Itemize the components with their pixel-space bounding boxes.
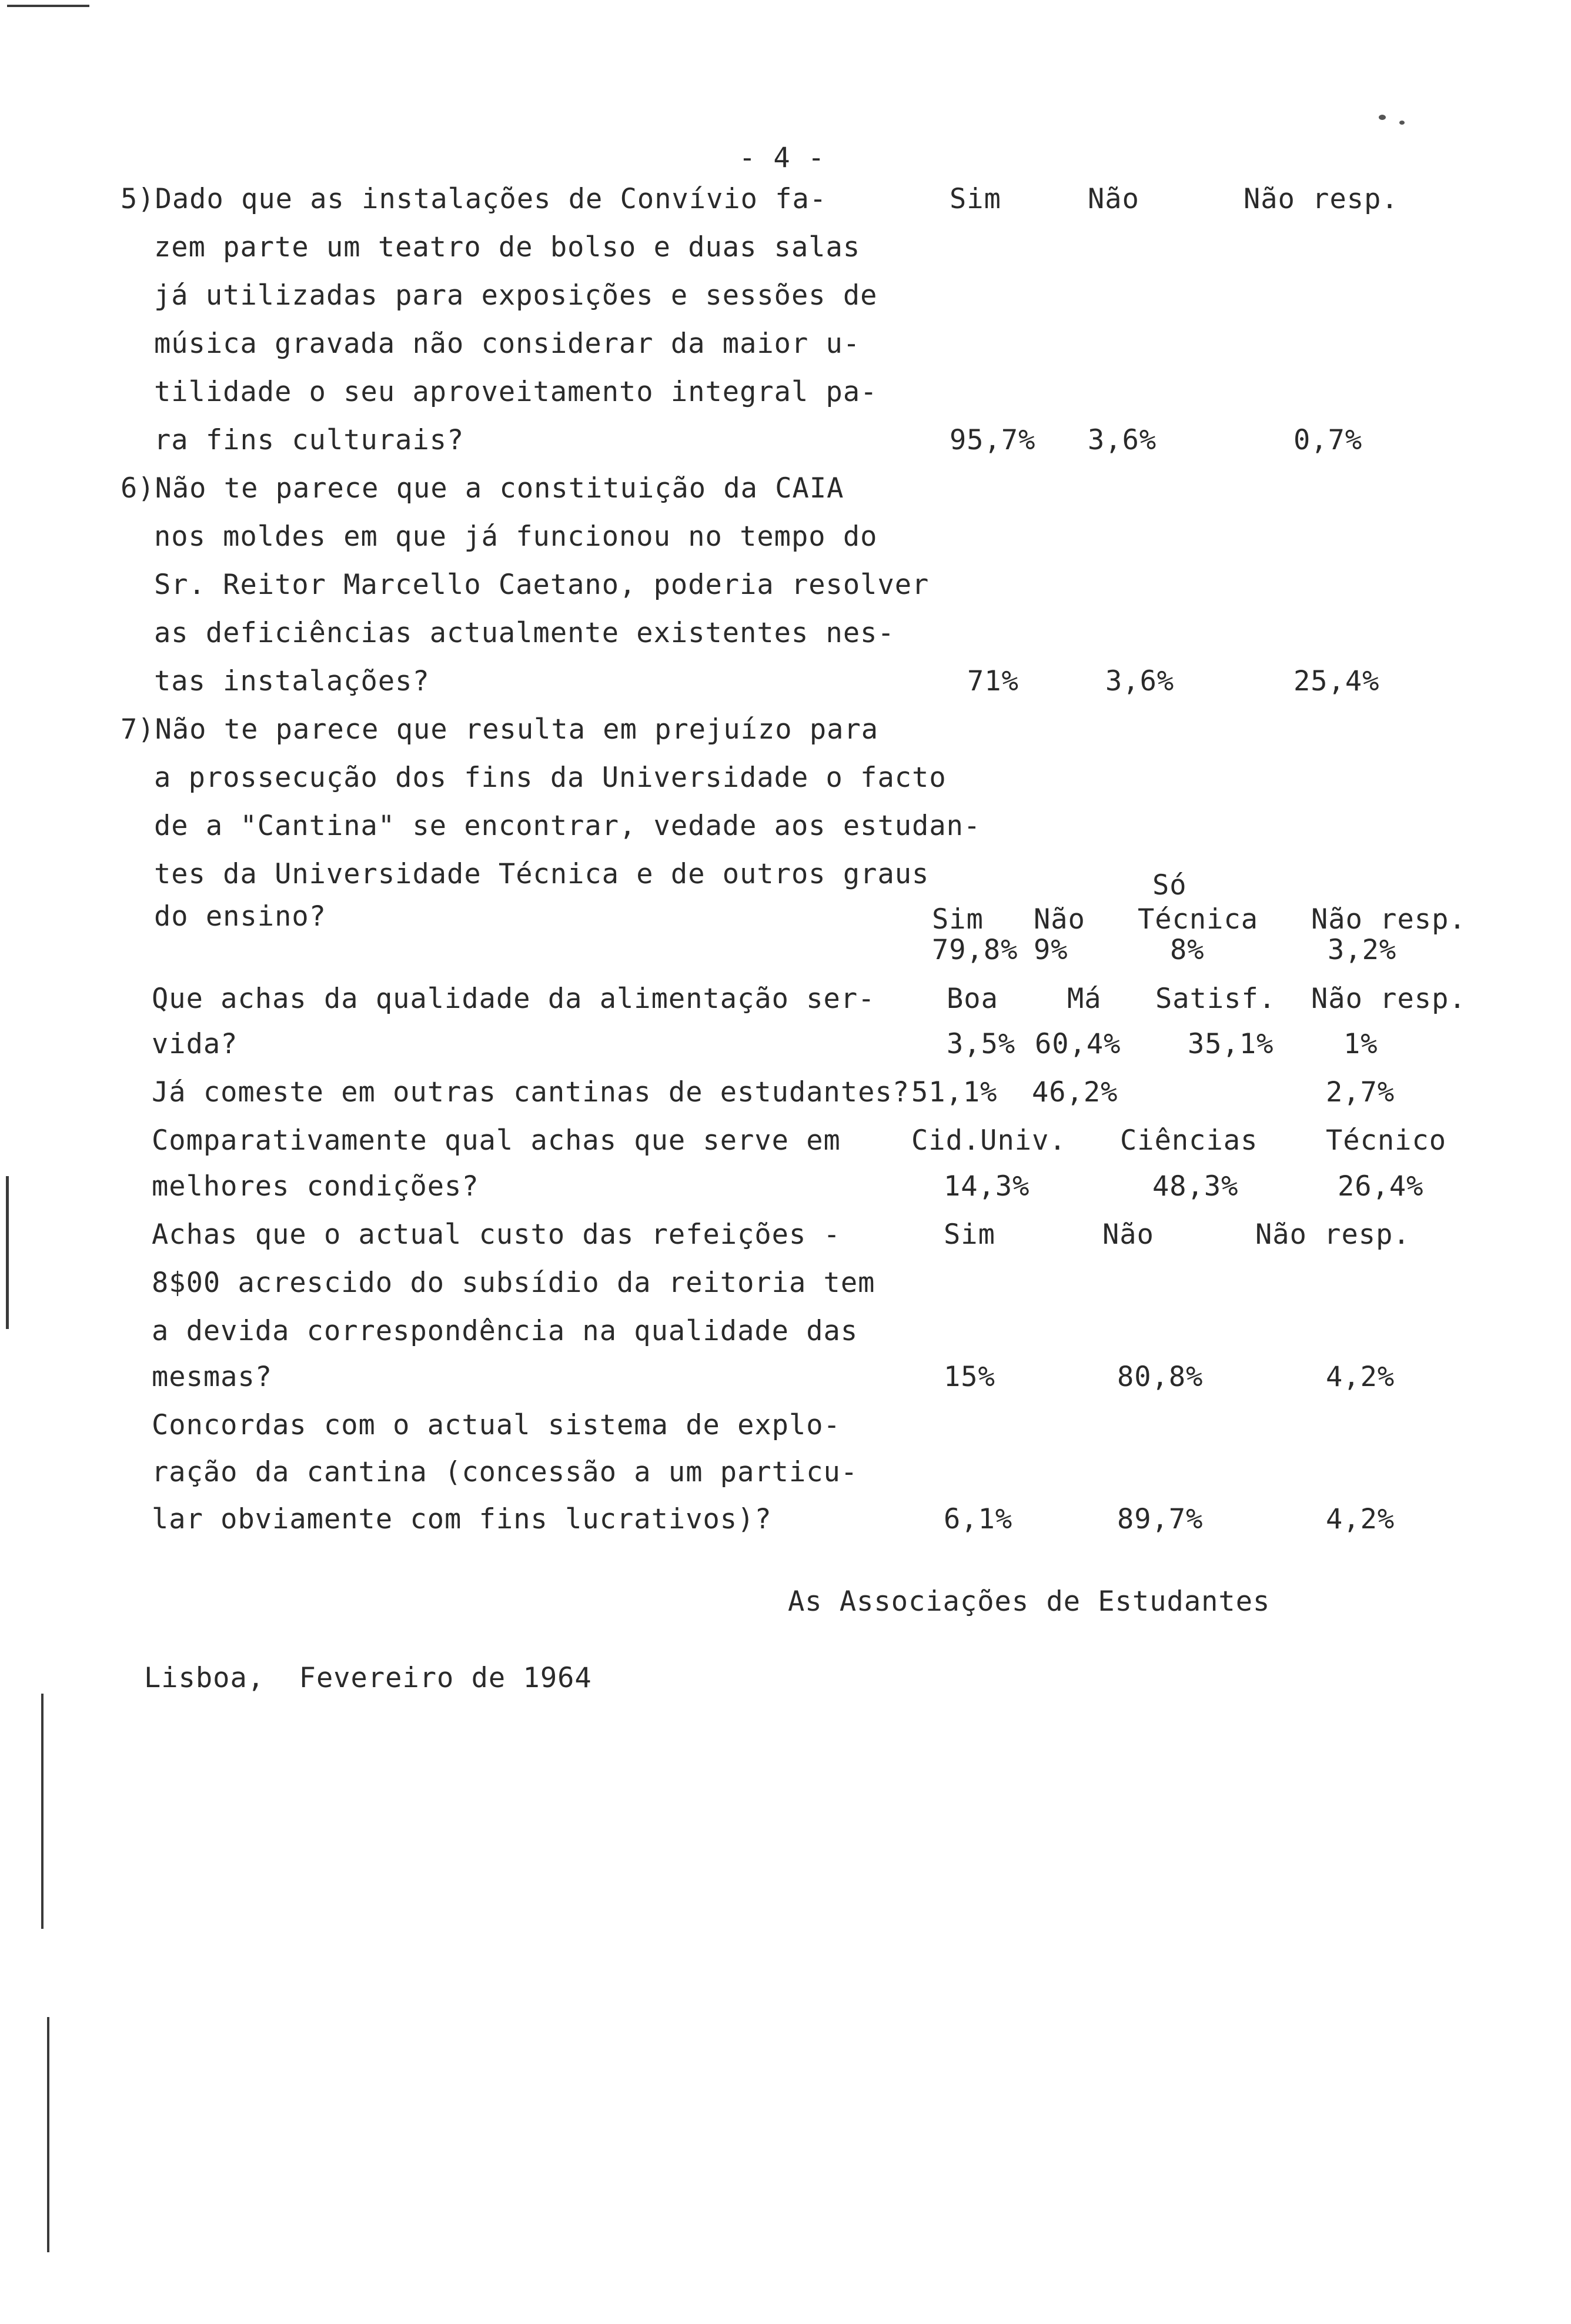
scan-speck bbox=[1379, 115, 1386, 120]
q6-line: tas instalações? bbox=[154, 665, 430, 697]
q-custo-line: 8$00 acrescido do subsídio da reitoria tem bbox=[152, 1267, 875, 1299]
q5-header-nao-resp: Não resp. bbox=[1244, 183, 1399, 215]
q-custo-value-sim: 15% bbox=[944, 1361, 995, 1393]
q-custo-header-sim: Sim bbox=[944, 1218, 995, 1251]
q-comparativamente-header-tecnico: Técnico bbox=[1326, 1124, 1447, 1157]
place-date: Lisboa, Fevereiro de 1964 bbox=[144, 1662, 592, 1694]
q7-line: a prossecução dos fins da Universidade o facto bbox=[154, 762, 947, 794]
q7-line: tes da Universidade Técnica e de outros graus bbox=[154, 858, 930, 890]
q-comparativamente-header-cid-univ: Cid.Univ. bbox=[911, 1124, 1067, 1157]
q-alimentacao-value-satisf: 35,1% bbox=[1188, 1028, 1274, 1060]
q5-line: zem parte um teatro de bolso e duas salas bbox=[154, 231, 861, 263]
q6-line: 6)Não te parece que a constituição da CAIA bbox=[121, 472, 844, 505]
q-alimentacao-header-nao-resp: Não resp. bbox=[1311, 983, 1466, 1015]
q7-value-tecnica: 8% bbox=[1170, 934, 1205, 966]
q5-header-sim: Sim bbox=[950, 183, 1001, 215]
q-custo-value-nao-resp: 4,2% bbox=[1326, 1361, 1395, 1393]
q-concordas-line: ração da cantina (concessão a um particu- bbox=[152, 1456, 858, 1488]
q-concordas-value-sim: 6,1% bbox=[944, 1503, 1013, 1535]
q-concordas-line: Concordas com o actual sistema de explo- bbox=[152, 1409, 841, 1441]
q-alimentacao-header-boa: Boa bbox=[947, 983, 998, 1015]
q-alimentacao-value-ma: 60,4% bbox=[1035, 1028, 1121, 1060]
q5-value-sim: 95,7% bbox=[950, 424, 1036, 456]
q7-header-so: Só bbox=[1152, 869, 1187, 901]
q-custo-line: a devida correspondência na qualidade das bbox=[152, 1315, 858, 1347]
q5-line: ra fins culturais? bbox=[154, 424, 464, 456]
q-comparativamente-value-cid-univ: 14,3% bbox=[944, 1170, 1030, 1203]
q7-header-sim: Sim bbox=[932, 903, 984, 936]
q-comparativamente-value-tecnico: 26,4% bbox=[1338, 1170, 1424, 1203]
q6-line: Sr. Reitor Marcello Caetano, poderia resolver bbox=[154, 569, 930, 601]
q5-header-nao: Não bbox=[1088, 183, 1139, 215]
q5-line: música gravada não considerar da maior u- bbox=[154, 328, 861, 360]
q-custo-line: Achas que o actual custo das refeições - bbox=[152, 1218, 841, 1251]
q6-value-nao-resp: 25,4% bbox=[1293, 665, 1380, 697]
q-alimentacao-header-satisf: Satisf. bbox=[1155, 983, 1276, 1015]
page-number: - 4 - bbox=[738, 142, 825, 174]
q6-line: nos moldes em que já funcionou no tempo do bbox=[154, 520, 878, 553]
q5-line: 5)Dado que as instalações de Convívio fa- bbox=[121, 183, 827, 215]
q-custo-value-nao: 80,8% bbox=[1117, 1361, 1204, 1393]
q-comparativamente-line: melhores condições? bbox=[152, 1170, 479, 1203]
q-outras-line: Já comeste em outras cantinas de estudantes? bbox=[152, 1076, 910, 1108]
q6-line: as deficiências actualmente existentes nes- bbox=[154, 617, 895, 649]
q5-line: já utilizadas para exposições e sessões de bbox=[154, 279, 878, 312]
q7-value-nao-resp: 3,2% bbox=[1328, 934, 1397, 966]
q-custo-line: mesmas? bbox=[152, 1361, 273, 1393]
q-alimentacao-value-nao-resp: 1% bbox=[1343, 1028, 1378, 1060]
q5-value-nao-resp: 0,7% bbox=[1293, 424, 1363, 456]
scan-mark-left-edge bbox=[6, 1176, 9, 1329]
q7-line: de a "Cantina" se encontrar, vedade aos estudan- bbox=[154, 810, 981, 842]
q7-header-nao-resp: Não resp. bbox=[1311, 903, 1466, 936]
q-alimentacao-line: vida? bbox=[152, 1028, 238, 1060]
q7-line: do ensino? bbox=[154, 900, 326, 933]
q-outras-value-nao-resp: 2,7% bbox=[1326, 1076, 1395, 1108]
q-alimentacao-value-boa: 3,5% bbox=[947, 1028, 1016, 1060]
q-comparativamente-header-ciencias: Ciências bbox=[1120, 1124, 1258, 1157]
q-comparativamente-line: Comparativamente qual achas que serve em bbox=[152, 1124, 841, 1157]
q-outras-value-nao: 46,2% bbox=[1032, 1076, 1118, 1108]
q-custo-header-nao-resp: Não resp. bbox=[1255, 1218, 1410, 1251]
q7-value-sim: 79,8% bbox=[932, 934, 1018, 966]
q-alimentacao-line: Que achas da qualidade da alimentação ser- bbox=[152, 983, 875, 1015]
q7-line: 7)Não te parece que resulta em prejuízo para bbox=[121, 713, 879, 746]
signature: As Associações de Estudantes bbox=[788, 1585, 1271, 1618]
q5-value-nao: 3,6% bbox=[1088, 424, 1157, 456]
q-concordas-value-nao-resp: 4,2% bbox=[1326, 1503, 1395, 1535]
q-custo-header-nao: Não bbox=[1102, 1218, 1154, 1251]
q-concordas-line: lar obviamente com fins lucrativos)? bbox=[152, 1503, 772, 1535]
q-comparativamente-value-ciencias: 48,3% bbox=[1152, 1170, 1239, 1203]
scan-mark-left-edge-bottom bbox=[47, 2017, 49, 2252]
scan-mark-top-left bbox=[7, 5, 89, 7]
q-concordas-value-nao: 89,7% bbox=[1117, 1503, 1204, 1535]
q7-header-tecnica: Técnica bbox=[1138, 903, 1259, 936]
q5-line: tilidade o seu aproveitamento integral pa- bbox=[154, 376, 878, 408]
q6-value-nao: 3,6% bbox=[1105, 665, 1175, 697]
scan-mark-left-edge-lower bbox=[41, 1694, 44, 1929]
scan-speck bbox=[1399, 121, 1405, 125]
q7-header-nao: Não bbox=[1034, 903, 1085, 936]
q6-value-sim: 71% bbox=[967, 665, 1019, 697]
q7-value-nao: 9% bbox=[1034, 934, 1068, 966]
q-alimentacao-header-ma: Má bbox=[1067, 983, 1102, 1015]
q-outras-value-sim: 51,1% bbox=[911, 1076, 998, 1108]
